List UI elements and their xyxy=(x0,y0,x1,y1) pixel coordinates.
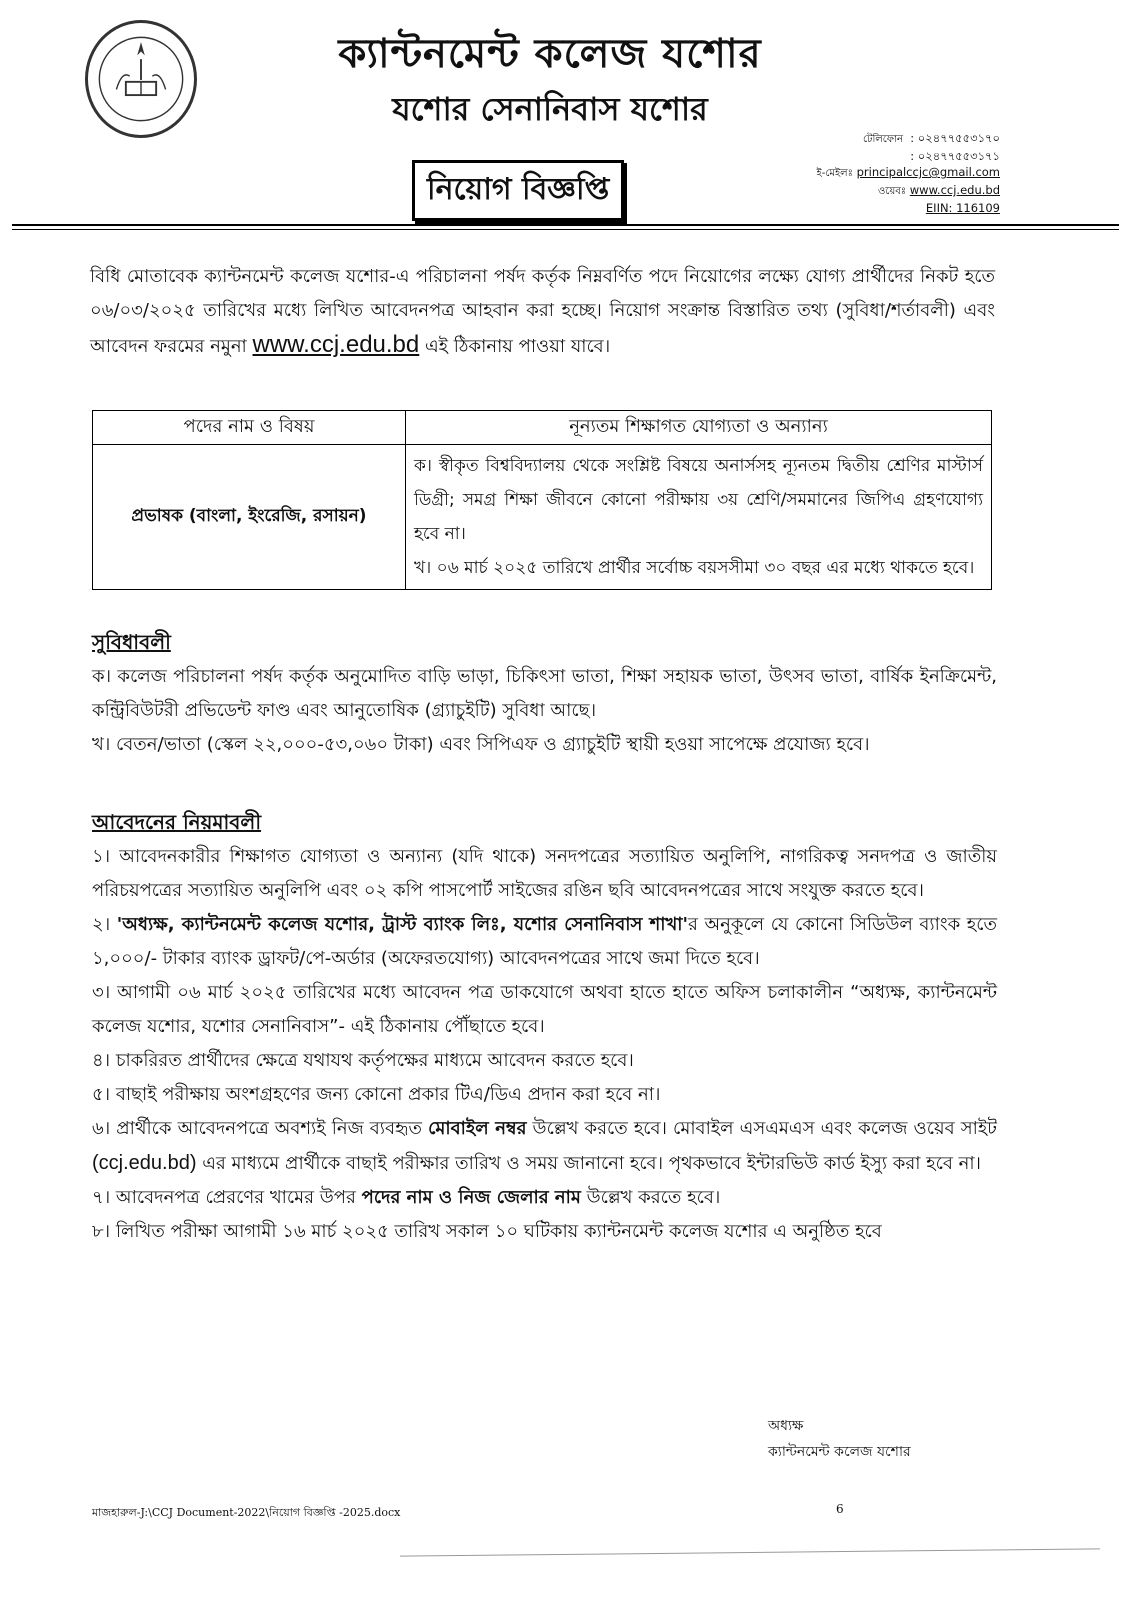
rule-item-6 xyxy=(92,1112,997,1181)
rule-item-2-text: র অনুকূলে যে কোনো সিডিউল ব্যাংক হতে ১,০০০/- টাকার ব্যাংক ড্রাফট/পে-অর্ডার (অফেরতযোগ্য) আবেদনপত্রের সাথে জমা দিতে হবে। xyxy=(92,914,997,969)
rule-item-7-rest: উল্লেখ করতে হবে। xyxy=(580,1187,721,1208)
requirement-item: ক। স্বীকৃত বিশ্ববিদ্যালয় থেকে সংশ্লিষ্ট বিষয়ে অনার্সসহ ন্যূনতম দ্বিতীয় শ্রেণির মাস্টার্স ডিগ্রী; সমগ্র শিক্ষা জীবনে কোনো পরীক্ষায় ৩য় শ্রেণি/সমমানের জিপিএ গ্রহণযোগ্য হবে না। xyxy=(414,456,983,544)
post-name-cell: প্রভাষক (বাংলা, ইংরেজি, রসায়ন) xyxy=(93,445,406,590)
contact-block xyxy=(760,130,1000,216)
footer-page-number: 6 xyxy=(836,1502,844,1516)
intro-website-link[interactable]: www.ccj.edu.bd xyxy=(252,331,420,358)
email-link[interactable]: principalccjc@gmail.com xyxy=(856,165,1000,179)
rule-item-4: ৪। চাকরিরত প্রার্থীদের ক্ষেত্রে যথাযথ কর্তৃপক্ষের মাধ্যমে আবেদন করতে হবে। xyxy=(92,1050,634,1071)
benefit-item: খ। বেতন/ভাতা (স্কেল ২২,০০০-৫৩,০৬০ টাকা) এবং সিপিএফ ও গ্র্যাচুইটি স্থায়ী হওয়া সাপেক্ষে প্রযোজ্য হবে। xyxy=(92,734,870,755)
intro-paragraph xyxy=(90,260,995,364)
rule-item-2-bold: 'অধ্যক্ষ, ক্যান্টনমেন্ট কলেজ যশোর, ট্রাস্ট ব্যাংক লিঃ, যশোর সেনানিবাস শাখা' xyxy=(116,914,688,935)
notice-title: নিয়োগ বিজ্ঞপ্তি xyxy=(412,160,624,221)
requirement-item: খ। ০৬ মার্চ ২০২৫ তারিখে প্রার্থীর সর্বোচ্চ বয়সসীমা ৩০ বছর এর মধ্যে থাকতে হবে। xyxy=(414,558,975,578)
rules-heading: আবেদনের নিয়মাবলী xyxy=(92,810,262,834)
rule-item-6-bold: মোবাইল নম্বর xyxy=(428,1118,527,1139)
table-row xyxy=(93,445,992,590)
header-divider-thin xyxy=(12,229,1119,230)
rule-item-7-bold: পদের নাম ও নিজ জেলার নাম xyxy=(361,1187,581,1208)
intro-text: বিধি মোতাবেক ক্যান্টনমেন্ট কলেজ যশোর-এ পরিচালনা পর্ষদ কর্তৃক নিম্নবর্ণিত পদে নিয়োগের লক্ষ্যে যোগ্য প্রার্থীদের নিকট হতে ০৬/০৩/২০২৫ তারিখের মধ্যে লিখিত আবেদনপত্র আহবান করা হচ্ছে। নিয়োগ সংক্রান্ত বিস্তারিত তথ্য (সুবিধা/শর্তাবলী) এবং আবেদন ফরমের নমুনা xyxy=(90,266,995,357)
phone-2: : ০২৪৭৭৫৫৩১৭১ xyxy=(910,149,1000,163)
rule-item-8: ৮। লিখিত পরীক্ষা আগামী ১৬ মার্চ ২০২৫ তারিখ সকাল ১০ ঘটিকায় ক্যান্টনমেন্ট কলেজ যশোর এ অনুষ্ঠিত হবে xyxy=(92,1221,882,1242)
signature-title: অধ্যক্ষ xyxy=(768,1418,804,1434)
college-address: যশোর সেনানিবাস যশোর xyxy=(392,90,708,128)
table-header-qualification: নূন্যতম শিক্ষাগত যোগ্যতা ও অন্যান্য xyxy=(406,411,992,445)
rule-item-7-text: ৭। আবেদনপত্র প্রেরণের খামের উপর xyxy=(92,1187,362,1208)
header-divider xyxy=(12,224,1119,226)
table-header-post: পদের নাম ও বিষয় xyxy=(93,411,406,445)
phone-label: টেলিফোন xyxy=(862,134,903,145)
rule-item-7 xyxy=(92,1181,997,1215)
scan-edge-line xyxy=(400,1548,1100,1556)
rule-item-6-mid: উল্লেখ করতে হবে। মোবাইল এসএমএস এবং কলেজ ওয়েব সাইট xyxy=(526,1118,997,1139)
rule-item-2-number: ২। xyxy=(92,914,117,935)
rule-item-6-text: ৬। প্রার্থীকে আবেদনপত্রে অবশ্যই নিজ ব্যবহৃত xyxy=(92,1118,429,1139)
rule-item-2 xyxy=(92,908,997,976)
college-name-title: ক্যান্টনমেন্ট কলেজ যশোর xyxy=(338,31,762,77)
signature-org: ক্যান্টনমেন্ট কলেজ যশোর xyxy=(768,1444,911,1460)
web-label: ওয়েবঃ xyxy=(877,186,907,197)
rule-item-6-site: (ccj.edu.bd) xyxy=(92,1152,197,1174)
benefits-list xyxy=(92,660,997,762)
posts-table xyxy=(92,410,992,590)
phone-1: : ০২৪৭৭৫৫৩১৭০ xyxy=(910,131,1000,145)
requirements-cell xyxy=(406,445,992,590)
intro-text-end: এই ঠিকানায় পাওয়া যাবে। xyxy=(419,336,611,357)
website-link[interactable]: www.ccj.edu.bd xyxy=(909,183,1000,197)
rule-item-1: ১। আবেদনকারীর শিক্ষাগত যোগ্যতা ও অন্যান্য (যদি থাকে) সনদপত্রের সত্যায়িত অনুলিপি, নাগরিকত্ব সনদপত্র ও জাতীয় পরিচয়পত্রের সত্যায়িত অনুলিপি এবং ০২ কপি পাসপোর্ট সাইজের রঙিন ছবি আবেদনপত্রের সাথে সংযুক্ত করতে হবে। xyxy=(92,846,997,901)
email-label: ই-মেইলঃ xyxy=(816,168,853,179)
rule-item-5: ৫। বাছাই পরীক্ষায় অংশগ্রহণের জন্য কোনো প্রকার টিএ/ডিএ প্রদান করা হবে না। xyxy=(92,1084,661,1105)
rules-list xyxy=(92,840,997,1249)
rule-item-3: ৩। আগামী ০৬ মার্চ ২০২৫ তারিখের মধ্যে আবেদন পত্র ডাকযোগে অথবা হাতে হাতে অফিস চলাকালীন “অধ্যক্ষ, ক্যান্টনমেন্ট কলেজ যশোর, যশোর সেনানিবাস”- এই ঠিকানায় পৌঁছাতে হবে। xyxy=(92,982,997,1037)
eiin-number: EIIN: 116109 xyxy=(925,201,1000,215)
footer-file-path: মাজহারুল-J:\CCJ Document-2022\নিয়োগ বিজ্ঞপ্তি -2025.docx xyxy=(92,1506,401,1519)
seal-emblem-icon xyxy=(88,23,194,135)
benefit-item: ক। কলেজ পরিচালনা পর্ষদ কর্তৃক অনুমোদিত বাড়ি ভাড়া, চিকিৎসা ভাতা, শিক্ষা সহায়ক ভাতা, উৎসব ভাতা, বার্ষিক ইনক্রিমেন্ট, কন্ট্রিবিউটরী প্রভিডেন্ট ফাণ্ড এবং আনুতোষিক (গ্র্যাচুইটি) সুবিধা আছে। xyxy=(92,666,997,721)
college-seal-logo xyxy=(85,20,197,138)
benefits-heading: সুবিধাবলী xyxy=(92,630,171,654)
rule-item-6-rest: এর মাধ্যমে প্রার্থীকে বাছাই পরীক্ষার তারিখ ও সময় জানানো হবে। পৃথকভাবে ইন্টারভিউ কার্ড ইস্যু করা হবে না। xyxy=(196,1153,981,1174)
table-header-row xyxy=(93,411,992,445)
